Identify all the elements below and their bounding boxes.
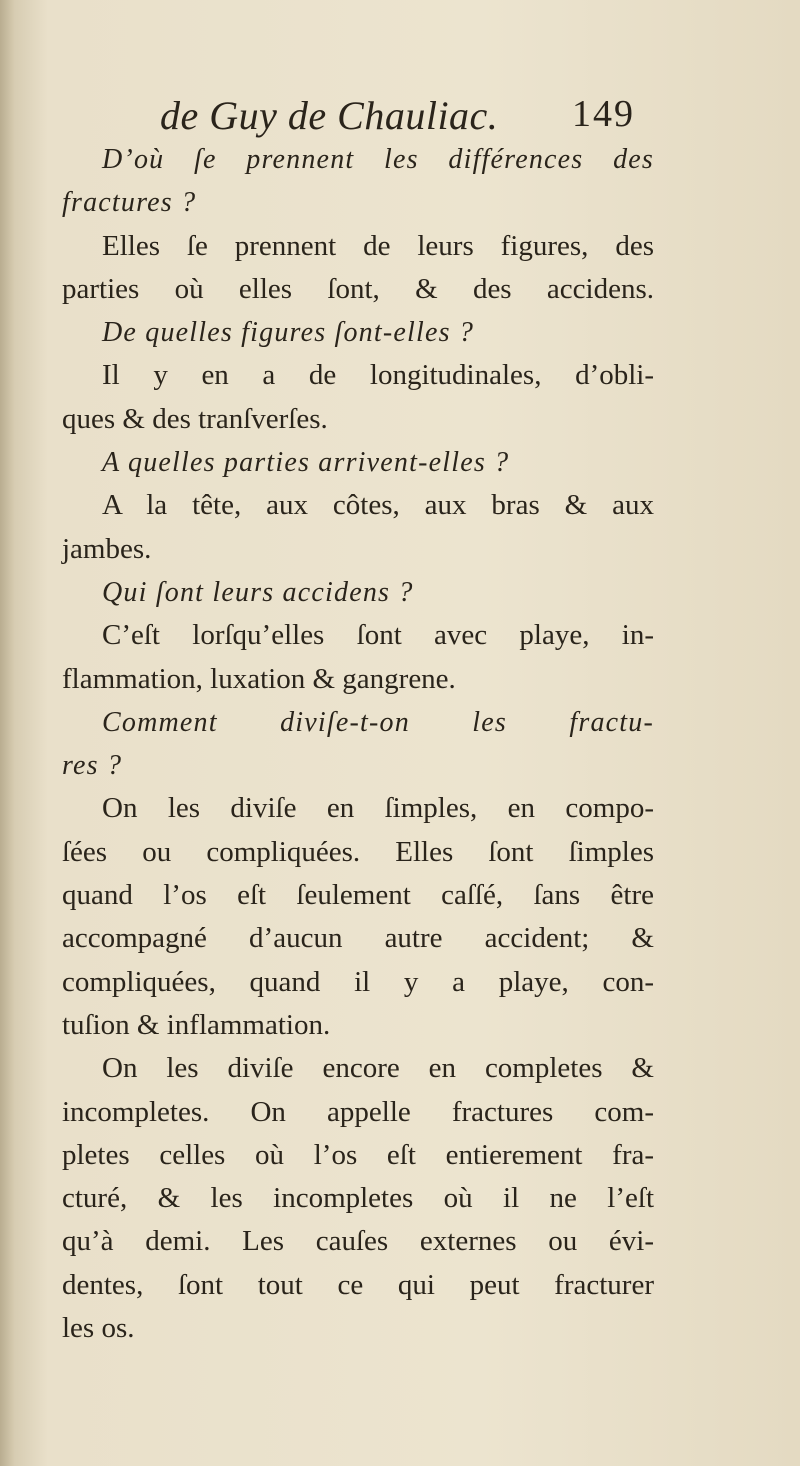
text-line: On les diviſe en ſimples, en compo- [102,792,654,825]
text-line: C’eſt lorſqu’elles ſont avec playe, in- [102,619,654,652]
question-line: Qui ſont leurs accidens ? [102,576,414,608]
text-line: compliquées, quand il y a playe, con- [62,965,654,998]
text-line: A la tête, aux côtes, aux bras & aux [102,489,654,522]
body-text [62,138,654,1350]
text-line: Elles ſe prennent de leurs figures, des [102,229,654,262]
text-line: ques & des tranſverſes. [62,402,328,435]
text-line: les os. [62,1312,135,1345]
question-line: fractures ? [62,187,197,219]
page-number: 149 [572,93,635,135]
text-line: jambes. [62,532,152,565]
text-line: accompagné d’aucun autre accident; & [62,922,654,955]
text-line: qu’à demi. Les cauſes externes ou évi- [62,1225,654,1258]
text-line: pletes celles où l’os eſt entierement fra- [62,1138,654,1171]
page-gutter [0,0,14,1466]
question-line: A quelles parties arrivent-elles ? [102,447,510,479]
text-line: flammation, luxation & gangrene. [62,662,456,695]
text-line: Il y en a de longitudinales, d’obli- [102,359,654,392]
question-line: res ? [62,750,123,782]
text-line: dentes, ſont tout ce qui peut fracturer [62,1268,654,1301]
question-line: D’où ſe prennent les différences des [102,144,654,175]
text-line: quand l’os eſt ſeulement caſſé, ſans être [62,879,654,912]
text-line: ſées ou compliquées. Elles ſont ſimples [62,835,654,868]
running-head: de Guy de Chauliac. [160,93,499,138]
text-line: cturé, & les incompletes où il ne l’eſt [62,1182,654,1215]
page-header [0,92,800,142]
text-line: On les diviſe encore en completes & [102,1052,654,1085]
text-line: incompletes. On appelle fractures com- [62,1095,654,1128]
text-line: parties où elles ſont, & des accidens. [62,272,654,305]
text-line: tuſion & inflammation. [62,1008,331,1041]
question-line: De quelles figures ſont-elles ? [102,317,475,349]
question-line: Comment diviſe-t-on les fractu- [102,706,654,738]
